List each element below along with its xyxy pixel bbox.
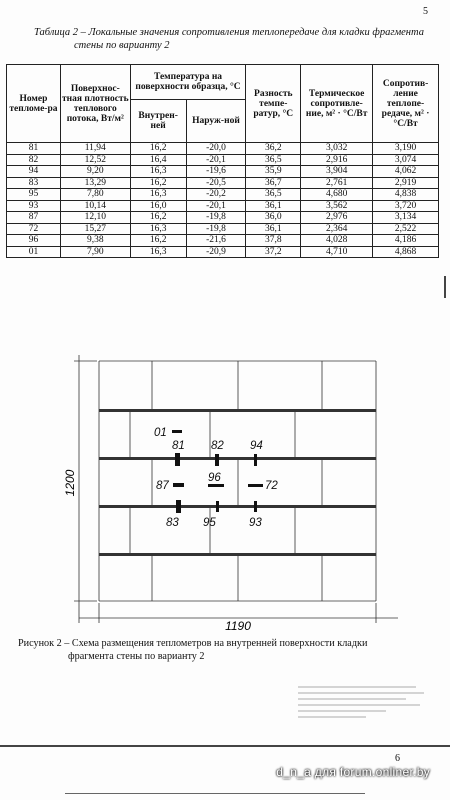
table-cell: -20,2 — [186, 189, 246, 201]
sensor-93-label: 93 — [249, 517, 262, 529]
table-row — [7, 235, 439, 247]
sensor-01-label: 01 — [154, 427, 167, 439]
header-density: Поверхнос-тная плотность теплового потока, Вт/м² — [60, 65, 130, 143]
table-cell: 11,94 — [60, 143, 130, 155]
header-thermal: Термическое сопротивле-ние, м² · °С/Вт — [301, 65, 373, 143]
table-cell: 2,916 — [301, 154, 373, 166]
mortar-joints — [99, 409, 376, 556]
table-cell: 37,2 — [246, 246, 301, 258]
header-num: Номер тепломе-ра — [7, 65, 61, 143]
table-caption — [12, 26, 437, 52]
table-cell: 36,2 — [246, 143, 301, 155]
table-cell: 12,10 — [60, 212, 130, 224]
table-cell: 81 — [7, 143, 61, 155]
table-cell: 4,868 — [373, 246, 439, 258]
sensor-83-mark — [176, 500, 181, 513]
figure-caption-line1: Рисунок 2 – Схема размещения теплометров на внутренней поверхности кладки — [18, 638, 368, 649]
table-cell: 3,190 — [373, 143, 439, 155]
height-label: 1200 — [63, 469, 77, 497]
table-cell: 72 — [7, 223, 61, 235]
sensor-81-label: 81 — [172, 440, 185, 452]
table-cell: 13,29 — [60, 177, 130, 189]
table-cell: -19,8 — [186, 212, 246, 224]
sensor-93-mark — [254, 501, 257, 512]
table-row — [7, 177, 439, 189]
table-cell: 4,028 — [301, 235, 373, 247]
table-cell: 35,9 — [246, 166, 301, 178]
table-cell: 01 — [7, 246, 61, 258]
table-cell: 3,720 — [373, 200, 439, 212]
table-cell: 37,8 — [246, 235, 301, 247]
header-diff: Разность темпе-ратур, °С — [246, 65, 301, 143]
sensor-94-mark — [254, 454, 257, 466]
table-cell: 4,186 — [373, 235, 439, 247]
table-cell: -20,1 — [186, 200, 246, 212]
table-cell: 16,3 — [130, 223, 186, 235]
table-row — [7, 200, 439, 212]
sensor-96-label: 96 — [208, 472, 221, 484]
table-cell: 16,3 — [130, 246, 186, 258]
sensor-72-mark — [248, 484, 263, 487]
table-cell: 16,0 — [130, 200, 186, 212]
table-cell: 36,7 — [246, 177, 301, 189]
table-cell: 4,680 — [301, 189, 373, 201]
table-row — [7, 154, 439, 166]
sensor-01-mark — [172, 430, 182, 433]
page-number-bottom: 6 — [395, 753, 400, 764]
table-cell: 36,0 — [246, 212, 301, 224]
sensor-82-mark — [215, 454, 219, 466]
table-cell: 16,2 — [130, 212, 186, 224]
table-cell: 4,710 — [301, 246, 373, 258]
table-cell: 3,562 — [301, 200, 373, 212]
resistance-table — [6, 64, 439, 258]
table-cell: 4,838 — [373, 189, 439, 201]
header-temp-group: Температура на поверхности образца, °С — [130, 65, 246, 100]
sensor-95-label: 95 — [203, 517, 216, 529]
page-break-rule — [0, 745, 450, 747]
forum-watermark: d_n_a для forum.onliner.by — [276, 765, 430, 779]
table-cell: 95 — [7, 189, 61, 201]
table-cell: 3,074 — [373, 154, 439, 166]
table-cell: 9,20 — [60, 166, 130, 178]
table-cell: 87 — [7, 212, 61, 224]
table-cell: 16,2 — [130, 177, 186, 189]
sensor-layout-diagram — [0, 355, 450, 635]
table-cell: 82 — [7, 154, 61, 166]
header-inner: Внутрен-ней — [130, 100, 186, 143]
table-caption-line2: стены по варианту 2 — [74, 40, 170, 51]
sensor-72-label: 72 — [265, 480, 278, 492]
table-cell: 2,364 — [301, 223, 373, 235]
table-cell: 2,919 — [373, 177, 439, 189]
table-cell: -19,8 — [186, 223, 246, 235]
table-caption-line1: Таблица 2 – Локальные значения сопротивления теплопередаче для кладки фрагмента — [34, 27, 424, 38]
table-cell: 36,1 — [246, 200, 301, 212]
bottom-rule — [65, 793, 365, 794]
table-cell: 36,5 — [246, 154, 301, 166]
header-heat: Сопротив-ление теплопе-редаче, м² · °С/Вт — [373, 65, 439, 143]
table-cell: 12,52 — [60, 154, 130, 166]
table-cell: -20,1 — [186, 154, 246, 166]
sensor-94-label: 94 — [250, 440, 263, 452]
table-cell: 2,761 — [301, 177, 373, 189]
table-cell: -20,0 — [186, 143, 246, 155]
figure-caption-line2: фрагмента стены по варианту 2 — [68, 651, 205, 662]
table-row — [7, 143, 439, 155]
table-cell: 3,904 — [301, 166, 373, 178]
sensor-87-mark — [173, 483, 184, 487]
page-number-top: 5 — [423, 6, 428, 17]
table-cell: 16,2 — [130, 235, 186, 247]
scan-mark — [444, 276, 446, 298]
sensor-96-mark — [208, 484, 224, 487]
table-cell: 7,80 — [60, 189, 130, 201]
table-row — [7, 166, 439, 178]
table-cell: 2,976 — [301, 212, 373, 224]
table-cell: 36,1 — [246, 223, 301, 235]
table-cell: 16,3 — [130, 166, 186, 178]
header-outer: Наруж-ной — [186, 100, 246, 143]
table-cell: -20,5 — [186, 177, 246, 189]
table-cell: 4,062 — [373, 166, 439, 178]
table-cell: 93 — [7, 200, 61, 212]
table-cell: -20,9 — [186, 246, 246, 258]
dimension-height — [74, 355, 97, 623]
table-row — [7, 189, 439, 201]
sensor-87-label: 87 — [156, 480, 169, 492]
table-cell: -21,6 — [186, 235, 246, 247]
table-cell: 3,032 — [301, 143, 373, 155]
sensor-82-label: 82 — [211, 440, 224, 452]
table-cell: 9,38 — [60, 235, 130, 247]
table-body — [7, 143, 439, 258]
table-cell: 16,2 — [130, 143, 186, 155]
table-cell: 83 — [7, 177, 61, 189]
table-cell: 36,5 — [246, 189, 301, 201]
table-cell: 7,90 — [60, 246, 130, 258]
table-cell: 94 — [7, 166, 61, 178]
figure-caption — [18, 637, 438, 663]
table-row — [7, 212, 439, 224]
table-cell: 15,27 — [60, 223, 130, 235]
faded-stamp — [296, 681, 430, 721]
masonry-grid — [99, 361, 376, 601]
sensor-83-label: 83 — [166, 517, 179, 529]
table-cell: 2,522 — [373, 223, 439, 235]
sensor-95-mark — [216, 501, 219, 512]
table-row — [7, 246, 439, 258]
width-label: 1190 — [225, 619, 251, 633]
table-row — [7, 223, 439, 235]
sensor-81-mark — [175, 453, 180, 466]
table-cell: 16,4 — [130, 154, 186, 166]
table-cell: 96 — [7, 235, 61, 247]
table-cell: -19,6 — [186, 166, 246, 178]
table-cell: 16,3 — [130, 189, 186, 201]
table-cell: 3,134 — [373, 212, 439, 224]
table-cell: 10,14 — [60, 200, 130, 212]
